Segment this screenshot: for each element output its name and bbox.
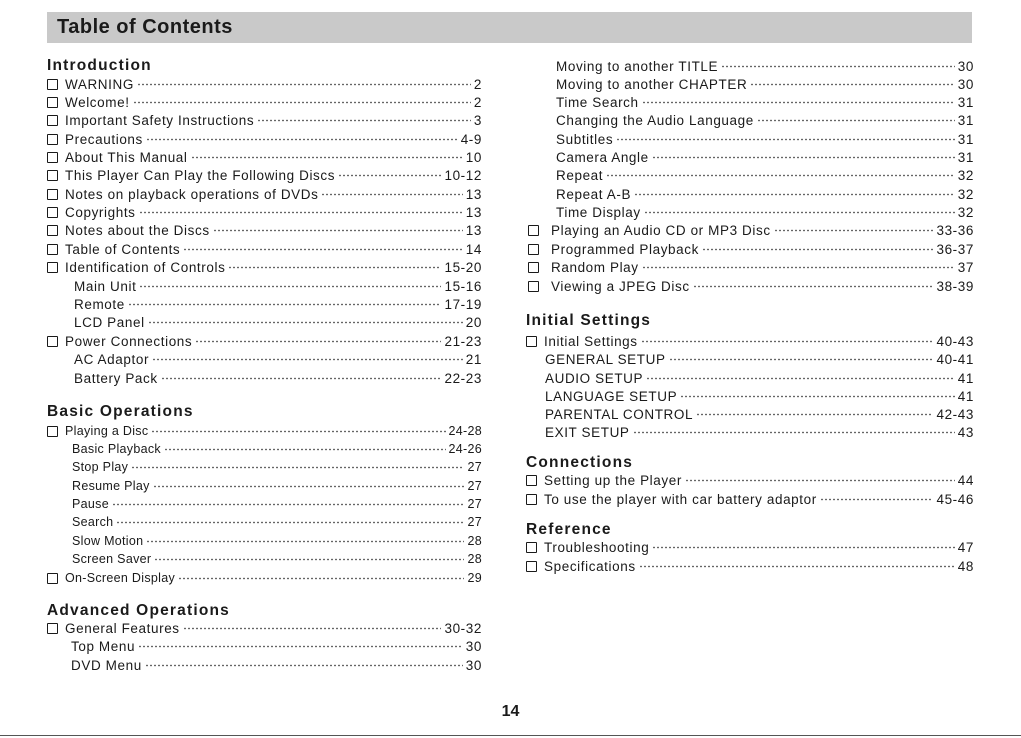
page-bottom-divider <box>0 735 1021 736</box>
toc-entry-playing-disc: Playing a Disc 24-28 <box>47 422 482 440</box>
leader-dots <box>641 340 934 343</box>
leader-dots <box>146 540 464 543</box>
checkbox-icon <box>526 475 537 486</box>
leader-dots <box>128 303 442 306</box>
leader-dots <box>146 138 458 141</box>
checkbox-icon <box>526 542 537 553</box>
toc-entry-general-features: General Features 30-32 <box>47 619 482 637</box>
leader-dots <box>178 577 464 580</box>
toc-subentry-repeat-ab: Repeat A-B 32 <box>556 186 974 202</box>
leader-dots <box>693 285 934 288</box>
leader-dots <box>702 248 934 251</box>
section-title-basic: Basic Operations <box>47 403 194 420</box>
leader-dots <box>164 448 446 451</box>
checkbox-icon <box>47 262 58 273</box>
leader-dots <box>321 193 462 196</box>
toc-subentry-general-setup: GENERAL SETUP 40-41 <box>545 351 974 367</box>
leader-dots <box>137 83 471 86</box>
section-title-advanced: Advanced Operations <box>47 602 231 619</box>
leader-dots <box>152 358 463 361</box>
toc-entry-random-play: Random Play 37 <box>526 258 974 276</box>
toc-entry-specifications: Specifications 48 <box>526 557 974 575</box>
checkbox-icon <box>47 623 58 634</box>
leader-dots <box>721 65 955 68</box>
toc-subentry-time-display: Time Display 32 <box>556 204 974 220</box>
toc-entry-controls: Identification of Controls 15-20 <box>47 258 482 276</box>
leader-dots <box>774 229 934 232</box>
toc-subentry-stop-play: Stop Play 27 <box>72 460 482 474</box>
leader-dots <box>696 413 933 416</box>
toc-subentry-slow-motion: Slow Motion 28 <box>72 534 482 548</box>
toc-subentry-resume-play: Resume Play 27 <box>72 479 482 493</box>
leader-dots <box>154 558 464 561</box>
leader-dots <box>213 229 463 232</box>
toc-entry-on-screen-display: On-Screen Display 29 <box>47 569 482 587</box>
toc-subentry-battery-pack: Battery Pack 22-23 <box>74 370 482 386</box>
leader-dots <box>750 83 954 86</box>
toc-subentry-pause: Pause 27 <box>72 497 482 511</box>
toc-entry-car-battery: To use the player with car battery adaptor 45-46 <box>526 490 974 508</box>
checkbox-icon <box>47 573 58 584</box>
checkbox-icon <box>47 134 58 145</box>
toc-header-bar <box>47 12 972 43</box>
toc-entry-setting-up: Setting up the Player 44 <box>526 471 974 489</box>
checkbox-icon <box>47 170 58 181</box>
checkbox-icon <box>47 336 58 347</box>
leader-dots <box>133 101 471 104</box>
toc-subentry-remote: Remote 17-19 <box>74 296 482 312</box>
leader-dots <box>183 627 442 630</box>
leader-dots <box>646 377 955 380</box>
toc-entry-power: Power Connections 21-23 <box>47 332 482 350</box>
toc-entry-copyrights: Copyrights 13 <box>47 203 482 221</box>
toc-subentry-title: Moving to another TITLE 30 <box>556 58 974 74</box>
toc-entry-precautions: Precautions 4-9 <box>47 130 482 148</box>
toc-subentry-ac-adaptor: AC Adaptor 21 <box>74 351 482 367</box>
section-title-reference: Reference <box>526 521 612 538</box>
checkbox-icon <box>47 97 58 108</box>
leader-dots <box>112 503 465 506</box>
leader-dots <box>195 340 441 343</box>
toc-subentry-audio-language: Changing the Audio Language 31 <box>556 112 974 128</box>
section-title-introduction: Introduction <box>47 57 152 74</box>
leader-dots <box>161 377 442 380</box>
leader-dots <box>139 285 441 288</box>
toc-entry-troubleshooting: Troubleshooting 47 <box>526 538 974 556</box>
toc-subentry-chapter: Moving to another CHAPTER 30 <box>556 76 974 92</box>
checkbox-icon <box>47 189 58 200</box>
checkbox-icon <box>526 336 537 347</box>
leader-dots <box>633 431 955 434</box>
section-title-initial-settings: Initial Settings <box>526 312 652 329</box>
toc-subentry-parental-control: PARENTAL CONTROL 42-43 <box>545 406 974 422</box>
toc-subentry-screen-saver: Screen Saver 28 <box>72 552 482 566</box>
toc-entry-notes-dvd: Notes on playback operations of DVDs 13 <box>47 185 482 203</box>
leader-dots <box>669 358 934 361</box>
toc-subentry-camera-angle: Camera Angle 31 <box>556 149 974 165</box>
toc-entry-audio-cd: Playing an Audio CD or MP3 Disc 33-36 <box>526 221 974 239</box>
section-title-connections: Connections <box>526 454 634 471</box>
toc-subentry-search: Search 27 <box>72 515 482 529</box>
toc-subentry-exit-setup: EXIT SETUP 43 <box>545 424 974 440</box>
toc-entry-discs: This Player Can Play the Following Discs 10-12 <box>47 166 482 184</box>
leader-dots <box>131 466 464 469</box>
toc-entry-programmed-playback: Programmed Playback 36-37 <box>526 240 974 258</box>
leader-dots <box>680 395 955 398</box>
checkbox-icon <box>47 152 58 163</box>
toc-entry-table-of-contents: Table of Contents 14 <box>47 240 482 258</box>
leader-dots <box>145 664 463 667</box>
checkbox-icon <box>47 79 58 90</box>
checkbox-icon <box>47 426 58 437</box>
checkbox-icon <box>528 244 539 255</box>
leader-dots <box>642 101 955 104</box>
toc-entry-jpeg-disc: Viewing a JPEG Disc 38-39 <box>526 277 974 295</box>
leader-dots <box>183 248 463 251</box>
leader-dots <box>151 430 445 433</box>
toc-subentry-main-unit: Main Unit 15-16 <box>74 278 482 294</box>
leader-dots <box>644 211 955 214</box>
leader-dots <box>257 119 471 122</box>
leader-dots <box>116 521 464 524</box>
leader-dots <box>191 156 463 159</box>
page-number: 14 <box>501 703 520 720</box>
checkbox-icon <box>47 207 58 218</box>
leader-dots <box>228 266 441 269</box>
toc-subentry-language-setup: LANGUAGE SETUP 41 <box>545 388 974 404</box>
toc-entry-warning: WARNING 2 <box>47 75 482 93</box>
leader-dots <box>139 211 463 214</box>
leader-dots <box>757 119 955 122</box>
toc-subentry-lcd-panel: LCD Panel 20 <box>74 314 482 330</box>
toc-subentry-time-search: Time Search 31 <box>556 94 974 110</box>
leader-dots <box>153 485 465 488</box>
checkbox-icon <box>528 225 539 236</box>
checkbox-icon <box>528 281 539 292</box>
checkbox-icon <box>47 244 58 255</box>
toc-subentry-audio-setup: AUDIO SETUP 41 <box>545 370 974 386</box>
toc-entry-about-manual: About This Manual 10 <box>47 148 482 166</box>
leader-dots <box>820 498 934 501</box>
toc-title: Table of Contents <box>57 16 233 38</box>
toc-entry-welcome: Welcome! 2 <box>47 93 482 111</box>
leader-dots <box>642 266 955 269</box>
toc-subentry-top-menu: Top Menu 30 <box>71 638 482 654</box>
leader-dots <box>138 645 463 648</box>
leader-dots <box>148 321 463 324</box>
checkbox-icon <box>526 561 537 572</box>
toc-subentry-repeat: Repeat 32 <box>556 167 974 183</box>
leader-dots <box>606 174 955 177</box>
toc-subentry-dvd-menu: DVD Menu 30 <box>71 657 482 673</box>
toc-entry-safety: Important Safety Instructions 3 <box>47 111 482 129</box>
leader-dots <box>652 546 954 549</box>
leader-dots <box>652 156 955 159</box>
checkbox-icon <box>47 225 58 236</box>
leader-dots <box>685 479 955 482</box>
leader-dots <box>338 174 441 177</box>
checkbox-icon <box>526 494 537 505</box>
leader-dots <box>639 565 955 568</box>
checkbox-icon <box>47 115 58 126</box>
leader-dots <box>616 138 955 141</box>
toc-subentry-subtitles: Subtitles 31 <box>556 131 974 147</box>
toc-entry-notes-discs: Notes about the Discs 13 <box>47 221 482 239</box>
toc-entry-initial-settings: Initial Settings 40-43 <box>526 332 974 350</box>
toc-subentry-basic-playback: Basic Playback 24-26 <box>72 442 482 456</box>
leader-dots <box>634 193 955 196</box>
checkbox-icon <box>528 262 539 273</box>
